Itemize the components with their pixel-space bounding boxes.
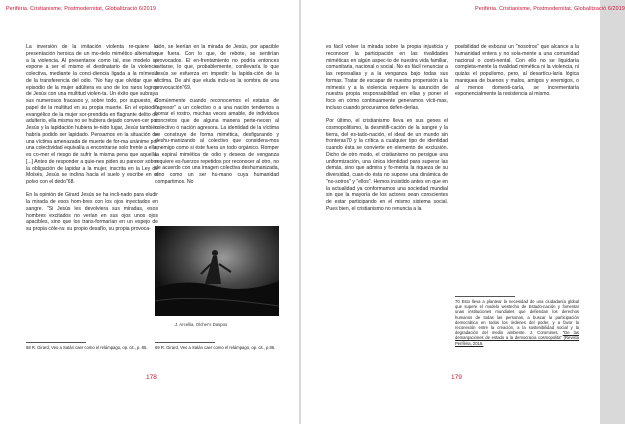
footnote-text: 69 R. Girard, Veo a Satán caer como el relámpago, op. cit., p.86. [155, 345, 276, 350]
paragraph: Por último, el cristianismo lleva en sus genes el cosmopolitismo, la desmitifi-cación de la sangre y la tierra, del es-tado-nación, el ideal de un mundo sin fronteras70 y la crítica a cualquier tipo de identidad cuando ésta se convierte en elemento de exclusión. Dicho de otro modo, el cristianismo no persigue una uniformización, una única identidad para superar las demás, sino que admira y fo-menta la riqueza de su diversidad, cuan-do ésta no supone una dinámica de "no-sotros" y "ellos". Hemos insistido antes en que en la actualidad ya conformamos una sociedad mundial sin que la mayoría de los actores sean conscientes de estar participando en el mismo sistema social. Pues bien, el cristianismo no renuncia a la [326, 118, 448, 212]
left-page [0, 0, 299, 424]
paragraph: ción, se leerían en la mirada de Jesús, por apacible que fuera. Con lo que, de rebote, se sentirían provocados. El en-frentamiento no podría entonces evitarse, lo que, probablemente, conllevaría lo que Jesús se esfuerza en impedir: la lapida-ción de la víctima. De ahí que eluda inclu-so la sombra de una provocación"69. [155, 44, 279, 91]
footnote-rule [455, 296, 515, 297]
photograph [155, 226, 279, 316]
footnote-text: 68 R. Girard, Veo a Satán caer como el relámpago, op. cit., p. 85. [26, 345, 148, 350]
left-column-2 [155, 44, 279, 192]
page-number: 178 [146, 374, 157, 381]
footnote-rule [26, 342, 86, 343]
photo-caption: J. Arcellia, Olcher's Daspos [175, 322, 228, 327]
paragraph: es fácil volver la mirada sobre la propia injusticia y reconocer la participación en las rivalidades miméticas en algún aspec-to de nuestra vida familiar, comunitaria, nacional o social. No es fácil renunciar a las represalias y a la venganza bajo todas sus formas. Tratar de escapar de nuestra propensión a la mímesis y a la violencia requiere la asunción de nuestra propia responsabilidad en ellas y poner el foco en cómo continuamente generamos vícti-mas, incluso cuando procuramos defen-derlas. [326, 44, 448, 111]
paragraph: Comúnmente cuando reconocemos el estatus de "agresor" a un colectivo o a una nación tendemos a borrar el rostro, muchas veces amable, de individuos concretos que de alguna manera perte-necen al colectivo o nación agresora. La identidad de la víctima se construye de forma mimética, desfigurando y deshu-manizando al colectivo que considera-mos enemigo como si éste fuera un todo orgánico. Romper la espiral mimética de odio y deseos de venganza requiere es-fuerzos repetidos por reconocer al otro, no de acuerdo con una imagen colectiva deshumanizada, sino como un ser hu-mano cuya humanidad compartimos. No [155, 97, 279, 185]
footnote-text: 70 Esto lleva a plantear la necesidad de una ciudadanía global que supere el modelo westecho de Estado-nación y fomentar unas instituciones mundiales que defiendan los derechos humanos de todas las personas, a buscar la participación democrática en todos los órdenes del poder, y a favor la reconexión entre la creación, a la sostenibilidad social y la degradación del medio ambiente. J. Coromines, [455, 299, 579, 336]
page-number: 179 [451, 374, 462, 381]
footnote [455, 296, 579, 346]
right-page [301, 0, 625, 424]
right-column-2 [455, 44, 579, 105]
footnote [26, 342, 158, 350]
paragraph: posibilidad de esbozar un "nosotros" que alcance a la humanidad entera y no sola-mente a una comunidad nacional o conti-nental. Con ello no se liquidaría completa-mente la rivalidad mimética ni la violencia, ni quizás el populismo, pero, al desartícu-laría lógica maniquea de buenos y malos, amigos y enemigos, o al menos domesti-caría, se incrementaría exponencialmente la resistencia al mismo. [455, 44, 579, 98]
footnote-rule [155, 342, 215, 343]
footnote-link[interactable]: "De las demarqaciones de estado a la democracia cosmopolita" (Revista Perifèria, 2016. [455, 330, 579, 346]
right-column-1 [326, 44, 448, 219]
footnote [155, 342, 279, 350]
left-column-1 [26, 44, 158, 240]
photo-image [155, 226, 279, 316]
running-header: Perifèria. Cristianisme, Postmodernitat, Globalització 6/2019 [6, 6, 156, 12]
paragraph: La inversión de la imitación violenta re-quiere la presentación heroica de un mo-delo mimético alternativo a la violencia. Al presentarse como tal, ese modelo se expone a ser el mismo el destinatario de la violencia colectiva, mediante la conci-diencia ligada a la mímesis de la transferencia del odio. "No hay que olvidar que el episodio de la mujer adúltera es uno de los raros logros de Jesús con una multitud violen-ta. Un éxito que subraya sus numerosos fracasos y, sobre todo, por supuesto, el papel de la multitud en su propia muerte. En el episodio evangélico de la mujer sor-prendida en flagrante delito de adulterio, ella misma no se hubiera dejado conven-cer por Jesús y la lapidación hubiera te-nido lugar, Jesús también habría podido ser lapidado. Pensamos en la situación de una víctima amenazada de muerte de for-ma unánime por una colectividad equivalía a encontrarse solo frente a ella, es co-mer el riesgo de sufrir la misma pena que aquella. [...] Antes de responder a quie-nes piden su parecer sobre la obligación de lapidar a la mujer, inscrita en la Ley de Moisés, Jesús se inclina hacia el suelo y escribe en el polvo con el dedo"68. [26, 44, 158, 185]
running-header: Perifèria. Cristianisme, Postmodernitat, Globalització 6/2019 [475, 6, 625, 12]
paragraph: En la opinión de Girard Jesús se ha incli-nado para eludir la mirada de esos hom-bres con los ojos inyectados en sangre. "Si Jesús les devolviera sus miradas, esos hombres excitados no verían en sus ojos unos ojos apacibles, sino que los trans-formarían en un espejo de su propia cóle-ra: su propio desafío, su propia provoca- [26, 192, 158, 233]
